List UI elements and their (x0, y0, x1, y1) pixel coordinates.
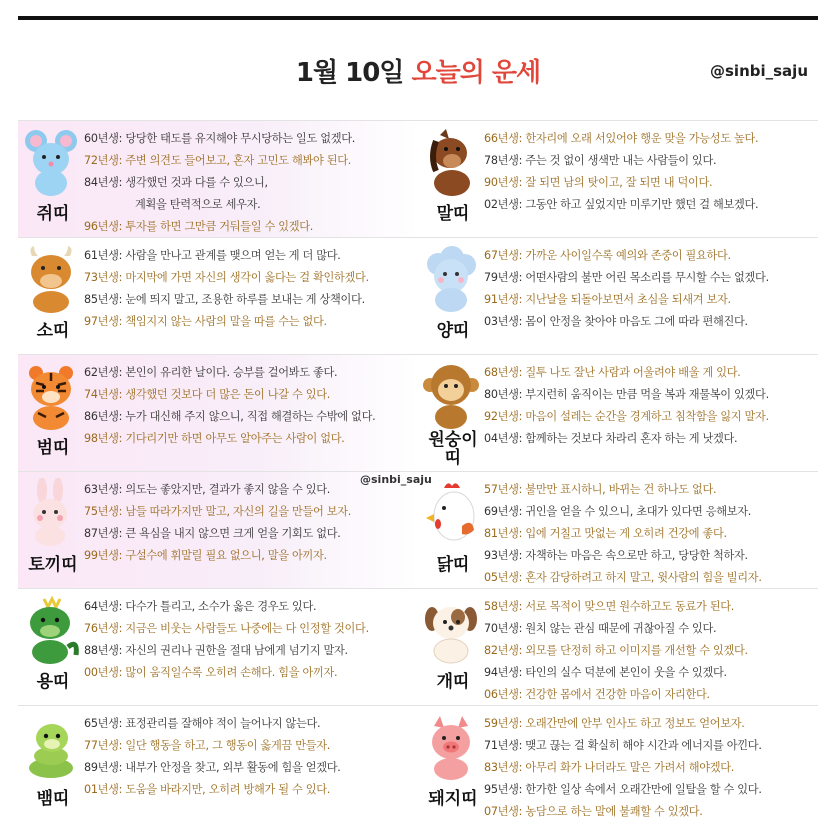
zodiac-card-monkey (418, 354, 818, 471)
fortune-lines (84, 713, 414, 801)
fortune-lines (484, 362, 814, 450)
zodiac-card-ox (18, 237, 418, 354)
fortune-line: 94년생: 타인의 실수 덕분에 본인이 웃을 수 있겠다. (484, 666, 727, 679)
dog-icon (422, 595, 480, 665)
zodiac-card-tiger (18, 354, 418, 471)
zodiac-name: 뱀띠 (36, 789, 70, 809)
zodiac-card-dog (418, 588, 818, 705)
fortune-line: 73년생: 마지막에 가면 자신의 생각이 옳다는 걸 확인하겠다. (84, 271, 369, 284)
fortune-line: 61년생: 사람을 만나고 관계를 맺으며 얻는 게 더 많다. (84, 249, 341, 262)
zodiac-name: 범띠 (36, 438, 70, 458)
fortune-line: 66년생: 한자리에 오래 서있어야 행운 맞을 가능성도 높다. (484, 132, 759, 145)
zodiac-card-mouse (18, 120, 418, 237)
fortune-line: 03년생: 몸이 안정을 찾아야 마음도 그에 따라 편해진다. (484, 315, 748, 328)
fortune-line: 59년생: 오래간만에 안부 인사도 하고 정보도 얻어보자. (484, 717, 745, 730)
zodiac-card-rabbit (18, 471, 418, 588)
ox-icon (22, 244, 80, 314)
account-handle: @sinbi_saju (710, 62, 808, 80)
monkey-icon (422, 361, 480, 431)
zodiac-card-snake (18, 705, 418, 822)
fortune-lines (84, 362, 414, 450)
fortune-line: 93년생: 자책하는 마음은 속으로만 하고, 당당한 척하자. (484, 549, 748, 562)
fortune-lines (484, 713, 814, 823)
zodiac-name: 원숭이 띠 (428, 430, 478, 468)
fortune-line: 78년생: 주는 것 없이 생색만 내는 사람들이 있다. (484, 154, 717, 167)
fortune-line: 70년생: 원치 않는 관심 때문에 귀찮아질 수 있다. (484, 622, 717, 635)
fortune-lines (484, 245, 814, 333)
fortune-line: 96년생: 투자를 하면 그만큼 거둬들일 수 있겠다. (84, 220, 314, 233)
fortune-line: 92년생: 마음이 설레는 순간을 경계하고 침착함을 잃지 말자. (484, 410, 769, 423)
fortune-line: 98년생: 기다리기만 하면 아무도 알아주는 사람이 없다. (84, 432, 345, 445)
fortune-line: 72년생: 주변 의견도 들어보고, 혼자 고민도 해봐야 된다. (84, 154, 352, 167)
zodiac-name: 쥐띠 (36, 204, 70, 224)
title-date: 1월 10일 (295, 58, 404, 88)
zodiac-card-horse (418, 120, 818, 237)
fortune-line: 99년생: 구설수에 휘말릴 필요 없으니, 말을 아끼자. (84, 549, 327, 562)
horse-icon (422, 127, 480, 197)
fortune-line: 05년생: 혼자 감당하려고 하지 말고, 윗사람의 힘을 빌리자. (484, 571, 762, 584)
fortune-line: 79년생: 어떤사람의 불만 어린 목소리를 무시할 수는 없겠다. (484, 271, 769, 284)
dragon-icon (22, 595, 80, 665)
fortune-line: 71년생: 맺고 끊는 걸 확실히 해야 시간과 에너지를 아낀다. (484, 739, 762, 752)
mouse-icon (22, 127, 80, 197)
fortune-line: 65년생: 표정관리를 잘해야 적이 늘어나지 않는다. (84, 717, 321, 730)
snake-icon (22, 712, 80, 782)
fortune-line: 64년생: 다수가 틀리고, 소수가 옳은 경우도 있다. (84, 600, 317, 613)
fortune-line: 58년생: 서로 목적이 맞으면 원수하고도 동료가 된다. (484, 600, 735, 613)
fortune-lines (84, 128, 414, 238)
rabbit-icon (22, 478, 80, 548)
fortune-lines (484, 128, 814, 216)
zodiac-card-sheep (418, 237, 818, 354)
fortune-line: 62년생: 본인이 유리한 날이다. 승부를 걸어봐도 좋다. (84, 366, 338, 379)
fortune-line: 75년생: 남들 따라가지만 말고, 자신의 길을 만들어 보자. (84, 505, 352, 518)
zodiac-name: 양띠 (436, 321, 470, 341)
fortune-line: 83년생: 아무리 화가 나더라도 말은 가려서 해야겠다. (484, 761, 735, 774)
zodiac-name: 닭띠 (436, 555, 470, 575)
fortune-line: 01년생: 도움을 바라지만, 오히려 방해가 될 수 있다. (84, 783, 331, 796)
zodiac-name: 소띠 (36, 321, 70, 341)
fortune-line: 63년생: 의도는 좋았지만, 결과가 좋지 않을 수 있다. (84, 483, 331, 496)
fortune-line: 67년생: 가까운 사이일수록 예의와 존중이 필요하다. (484, 249, 731, 262)
fortune-line: 00년생: 많이 움직일수록 오히려 손해다. 힘을 아끼자. (84, 666, 338, 679)
fortune-lines (84, 245, 414, 333)
fortune-line: 69년생: 귀인을 얻을 수 있으니, 초대가 있다면 응해보자. (484, 505, 752, 518)
fortune-line: 계획을 탄력적으로 세우자. (135, 198, 261, 211)
fortune-grid (18, 120, 818, 822)
fortune-line: 82년생: 외모를 단정히 하고 이미지를 개선할 수 있겠다. (484, 644, 748, 657)
watermark: @sinbi_saju (360, 473, 432, 486)
tiger-icon (22, 361, 80, 431)
fortune-line: 85년생: 눈에 띄지 말고, 조용한 하루를 보내는 게 상책이다. (84, 293, 365, 306)
fortune-lines (484, 479, 814, 589)
zodiac-card-dragon (18, 588, 418, 705)
zodiac-card-rooster (418, 471, 818, 588)
fortune-line: 74년생: 생각했던 것보다 더 많은 돈이 나갈 수 있다. (84, 388, 331, 401)
zodiac-name: 개띠 (436, 672, 470, 692)
title-main: 오늘의 운세 (411, 58, 541, 88)
fortune-line: 86년생: 누가 대신해 주지 않으니, 직접 해결하는 수밖에 없다. (84, 410, 376, 423)
sheep-icon (422, 244, 480, 314)
fortune-line: 87년생: 큰 욕심을 내지 않으면 크게 얻을 기회도 없다. (84, 527, 341, 540)
zodiac-name: 말띠 (436, 204, 470, 224)
fortune-line: 06년생: 건강한 몸에서 건강한 마음이 자리한다. (484, 688, 710, 701)
fortune-line: 91년생: 지난날을 되돌아보면서 초심을 되새겨 보자. (484, 293, 731, 306)
fortune-lines (484, 596, 814, 706)
pig-icon (422, 712, 480, 782)
fortune-line: 60년생: 당당한 태도를 유지해야 무시당하는 일도 없겠다. (84, 132, 356, 145)
fortune-line: 02년생: 그동안 하고 싶었지만 미루기만 했던 걸 해보겠다. (484, 198, 759, 211)
fortune-line: 89년생: 내부가 안정을 찾고, 외부 활동에 힘을 얻겠다. (84, 761, 341, 774)
zodiac-card-pig (418, 705, 818, 822)
fortune-line: 95년생: 한가한 일상 속에서 오래간만에 일탈을 할 수 있다. (484, 783, 762, 796)
fortune-line: 07년생: 농담으로 하는 말에 불쾌할 수 있겠다. (484, 805, 703, 818)
fortune-line: 68년생: 질투 나도 잘난 사람과 어울려야 배울 게 있다. (484, 366, 741, 379)
fortune-line: 04년생: 함께하는 것보다 차라리 혼자 하는 게 낫겠다. (484, 432, 738, 445)
fortune-line: 97년생: 책임지지 않는 사람의 말을 따를 수는 없다. (84, 315, 327, 328)
rooster-icon (422, 478, 480, 548)
fortune-line: 77년생: 일단 행동을 하고, 그 행동이 옳게끔 만들자. (84, 739, 331, 752)
fortune-lines (84, 479, 414, 567)
zodiac-name: 돼지띠 (428, 789, 478, 809)
fortune-line: 88년생: 자신의 권리나 권한을 절대 남에게 넘기지 말자. (84, 644, 348, 657)
fortune-line: 76년생: 지금은 비웃는 사람들도 나중에는 다 인정할 것이다. (84, 622, 369, 635)
zodiac-name: 토끼띠 (28, 555, 78, 575)
page-title (18, 52, 818, 89)
page-header (18, 20, 818, 120)
zodiac-name: 용띠 (36, 672, 70, 692)
fortune-line: 80년생: 부지런히 움직이는 만큼 먹을 복과 재물복이 있겠다. (484, 388, 769, 401)
fortune-lines (84, 596, 414, 684)
fortune-line: 81년생: 입에 거칠고 맛없는 게 오히려 건강에 좋다. (484, 527, 727, 540)
fortune-line: 90년생: 잘 되면 남의 탓이고, 잘 되면 내 덕이다. (484, 176, 713, 189)
fortune-line: 57년생: 불만만 표시하니, 바뀌는 건 하나도 없다. (484, 483, 717, 496)
fortune-line: 84년생: 생각했던 것과 다를 수 있으니, (84, 176, 268, 189)
